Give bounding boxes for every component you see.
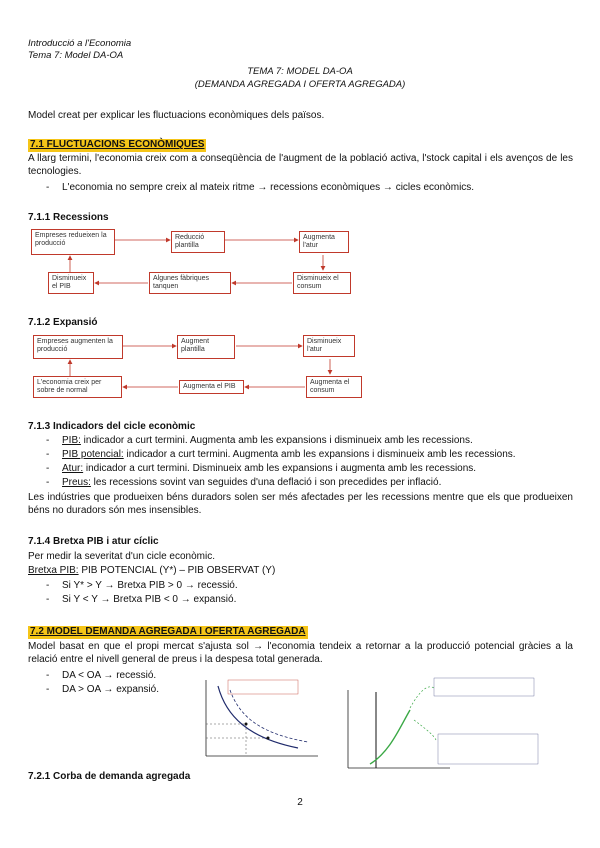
- aggregate-supply-figure: [330, 672, 560, 778]
- indicator-item: - PIB: indicador a curt termini. Augmenta amb les expansions i disminueix amb les recessions.: [46, 435, 473, 446]
- page-number: 2: [297, 797, 303, 808]
- expansion-box-gdp-rises: Augmenta el PIB: [179, 380, 244, 394]
- point-a: [245, 723, 248, 726]
- intro-text: Model creat per explicar les fluctuacions econòmiques dels països.: [28, 110, 325, 121]
- durable-goods-paragraph: Les indústries que produeixen béns duradors solen ser més afectades per les recessions mentre que els que produeixen béns no duradors són mes insensibles.: [28, 492, 573, 516]
- shifted-demand-curve: [230, 690, 308, 742]
- demand-curve: [218, 686, 298, 748]
- annotation-arrow: [410, 687, 434, 708]
- subsection-heading-recessions: 7.1.1 Recessions: [28, 212, 109, 223]
- indicator-term: PIB:: [62, 435, 81, 446]
- expansion-box-increase-staff: Augment plantilla: [177, 335, 235, 359]
- formula-term: Bretxa PIB:: [28, 565, 79, 576]
- subsection-heading-demand-curve: 7.2.1 Corba de demanda agregada: [28, 771, 191, 782]
- bullet-text: Si Y < Y → Bretxa PIB < 0 → expansió.: [62, 594, 237, 605]
- subsection-heading-indicators: 7.1.3 Indicadors del cicle econòmic: [28, 421, 196, 432]
- indicator-text: indicador a curt termini. Augmenta amb les expansions i disminueix amb les recessions.: [80, 435, 473, 446]
- expansion-box-unemployment-falls: Disminueix l'atur: [303, 335, 355, 357]
- bullet-text: L'economia no sempre creix al mateix ritme → recessions econòmiques → cicles econòmics.: [62, 182, 475, 193]
- recession-box-factories-close: Algunes fàbriques tanquen: [149, 272, 231, 294]
- indicator-item: - PIB potencial: indicador a curt termini. Augmenta amb les expansions i disminueix amb les recessions.: [46, 449, 516, 460]
- recession-box-reduce-staff: Reducció plantilla: [171, 231, 225, 253]
- da-oa-bullet: - DA > OA → expansió.: [46, 684, 159, 695]
- subsection-heading-gdp-gap: 7.1.4 Bretxa PIB i atur cíclic: [28, 536, 159, 547]
- page-subtitle: (DEMANDA AGREGADA I OFERTA AGREGADA): [194, 79, 406, 90]
- gdp-gap-bullet: - Si Y < Y → Bretxa PIB < 0 → expansió.: [46, 594, 237, 605]
- indicator-text: les recessions sovint van seguides d'una deflació i son precedides per inflació.: [90, 477, 442, 488]
- section-heading-7-1: 7.1 FLUCTUACIONS ECONÒMIQUES: [30, 139, 205, 150]
- section-heading-7-2: 7.2 MODEL DEMANDA AGREGADA I OFERTA AGREGADA: [30, 626, 306, 637]
- recession-box-reduce-production: Empreses redueixen la producció: [31, 229, 115, 255]
- recession-box-gdp-falls: Disminueix el PIB: [48, 272, 94, 294]
- expansion-box-economy-grows: L'economia creix per sobre de normal: [33, 376, 122, 398]
- indicator-text: indicador a curt termini. Disminueix amb les expansions i augmenta amb les recessions.: [83, 463, 477, 474]
- gdp-gap-bullet: - Si Y* > Y → Bretxa PIB > 0 → recessió.: [46, 580, 238, 591]
- bullet-text: DA > OA → expansió.: [62, 684, 159, 695]
- gdp-gap-intro: Per medir la severitat d'un cicle econòmic.: [28, 551, 215, 562]
- topic-name: Tema 7: Model DA-OA: [28, 50, 124, 62]
- annotation-box: [434, 678, 534, 696]
- bullet-text: Si Y* > Y → Bretxa PIB > 0 → recessió.: [62, 580, 238, 591]
- aggregate-demand-figure: [188, 676, 324, 768]
- indicator-term: Atur:: [62, 463, 84, 474]
- annotation-arrow: [414, 720, 436, 740]
- bullet-text: DA < OA → recessió.: [62, 670, 157, 681]
- annotation-box: [438, 734, 538, 764]
- indicator-item: - Preus: les recessions sovint van seguides d'una deflació i son precedides per inflació.: [46, 477, 442, 488]
- indicator-term: Preus:: [62, 477, 91, 488]
- section-7-1-paragraph: A llarg termini, l'economia creix com a conseqüència de l'augment de la població activa, l'stock capital i els avenços de les tecnologies.: [28, 153, 573, 177]
- da-oa-bullet: - DA < OA → recessió.: [46, 670, 157, 681]
- section-7-1-bullet: - L'economia no sempre creix al mateix ritme → recessions econòmiques → cicles econòmics.: [46, 182, 475, 193]
- recession-box-unemployment-rises: Augmenta l'atur: [299, 231, 349, 253]
- formula-text: PIB POTENCIAL (Y*) – PIB OBSERVAT (Y): [78, 565, 276, 576]
- indicator-text: indicador a curt termini. Augmenta amb les expansions i disminueix amb les recessions.: [123, 449, 516, 460]
- page-title: TEMA 7: MODEL DA-OA: [247, 66, 353, 77]
- indicator-term: PIB potencial:: [62, 449, 124, 460]
- expansion-box-increase-production: Empreses augmenten la producció: [33, 335, 123, 359]
- subsection-heading-expansion: 7.1.2 Expansió: [28, 317, 98, 328]
- course-name: Introducció a l'Economia: [28, 38, 132, 49]
- recession-box-consumption-falls: Disminueix el consum: [293, 272, 351, 294]
- point-b: [267, 737, 270, 740]
- annotation-box: [228, 680, 298, 694]
- section-7-2-paragraph: Model basat en que el propi mercat s'ajusta sol → l'economia tendeix a retornar a la producció potencial gràcies a la relació entre el nivell general de preus i la despesa total generada.: [28, 641, 573, 665]
- gdp-gap-formula: [28, 565, 573, 578]
- expansion-box-consumption-rises: Augmenta el consum: [306, 376, 362, 398]
- indicator-item: - Atur: indicador a curt termini. Disminueix amb les expansions i augmenta amb les recessions.: [46, 463, 477, 474]
